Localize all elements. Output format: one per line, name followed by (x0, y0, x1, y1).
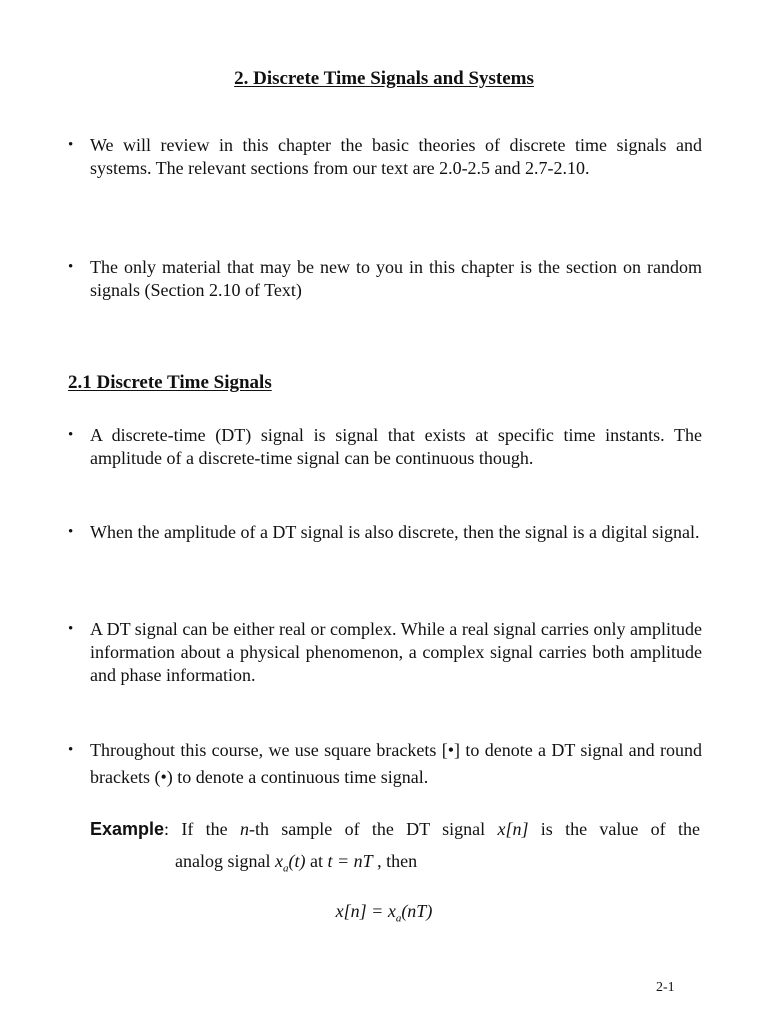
bullet-dot-icon: • (68, 259, 74, 275)
square-bracket-symbol: [•] (441, 740, 461, 760)
bullet-item-brackets (68, 737, 702, 791)
bullet-text: When the amplitude of a DT signal is also discrete, then the signal is a digital signal. (90, 522, 700, 542)
math-subscript-a: a (282, 862, 289, 875)
bullet-dot-icon: • (68, 742, 74, 758)
chapter-title: 2. Discrete Time Signals and Systems (234, 68, 534, 89)
example-colon: : (164, 819, 182, 839)
round-bracket-symbol: (•) (154, 767, 173, 787)
bullet-text: A discrete-time (DT) signal is signal that exists at specific time instants. The amplitude of a discrete-time signal can be continuous though. (90, 425, 702, 468)
example-label: Example (90, 819, 165, 839)
example-line-2 (175, 849, 417, 881)
bullet-item-review (68, 134, 702, 180)
brackets-text-3: to denote a continuous time signal. (172, 767, 429, 787)
equation-lhs: x[n] = x (335, 901, 396, 921)
section-heading: 2.1 Discrete Time Signals (68, 372, 272, 393)
example-text: -th sample of the DT signal (248, 819, 498, 839)
bullet-item-dt-signal (68, 424, 702, 470)
bullet-dot-icon: • (68, 137, 74, 153)
bullet-dot-icon: • (68, 427, 74, 443)
bullet-item-new-material (68, 256, 702, 302)
example-text: is the value of the (528, 819, 700, 839)
equation-subscript: a (395, 912, 402, 925)
math-arg-t: (t) (288, 851, 306, 871)
bullet-text: A DT signal can be either real or complex. While a real signal carries only amplitude information about a physical phenomenon, a complex signal carries both amplitude and phase information. (90, 619, 702, 685)
math-x-n: x[n] (497, 819, 529, 839)
math-x-a-t (274, 851, 306, 875)
example-text: , then (372, 851, 418, 871)
bullet-dot-icon: • (68, 621, 74, 637)
example-text: at (305, 851, 328, 871)
example-text: analog signal (175, 851, 275, 871)
brackets-text-1: Throughout this course, we use square brackets (90, 740, 442, 760)
math-n: n (239, 819, 249, 839)
example-line-1 (90, 817, 700, 841)
page-number: 2-1 (656, 980, 675, 995)
sampling-equation (0, 901, 768, 925)
bullet-text (90, 737, 702, 791)
bullet-text: The only material that may be new to you in this chapter is the section on random signals (Section 2.10 of Text) (90, 257, 702, 300)
math-t-equals-nt: t = nT (327, 851, 373, 871)
bullet-dot-icon: • (68, 524, 74, 540)
example-text: If the (181, 819, 240, 839)
bullet-text: We will review in this chapter the basic theories of discrete time signals and systems. The relevant sections from our text are 2.0-2.5 and 2.7-2.10. (90, 135, 702, 178)
bullet-item-real-complex (68, 618, 702, 687)
equation-rhs: (nT) (401, 901, 433, 921)
math-x: x (274, 851, 283, 871)
brackets-text-2: to denote a DT signal and round brackets (90, 740, 703, 787)
bullet-item-digital-signal (68, 521, 702, 544)
